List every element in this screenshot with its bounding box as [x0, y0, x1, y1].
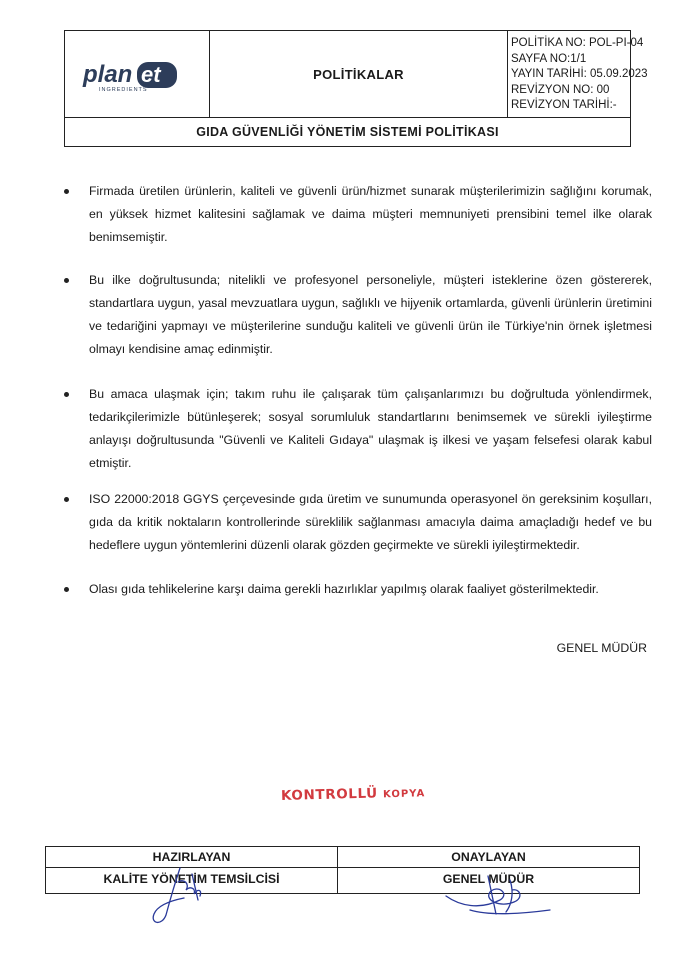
logo-brand-tail: et [141, 62, 161, 87]
publish-date: YAYIN TARİHİ: 05.09.2023 [511, 68, 648, 81]
controlled-copy-stamp [281, 784, 426, 804]
approved-by-signature [440, 866, 560, 926]
policy-item-text: Olası gıda tehlikelerine karşı daima gerekli hazırlıklar yapılmış olarak faaliyet gösterilmektedir. [89, 582, 599, 596]
prepared-by-header: HAZIRLAYAN [46, 847, 337, 868]
policy-item [64, 488, 652, 557]
bullet-icon [64, 587, 69, 592]
policy-number: POLİTİKA NO: POL-PI-04 [511, 37, 644, 49]
signer-title: GENEL MÜDÜR [556, 641, 647, 655]
policy-item-text: Bu ilke doğrultusunda; nitelikli ve profesyonel personeliyle, müşteri isteklerine özen göstererek, standartlara uygun, yasal mevzuatlara uygun, sağlıklı ve hijyenik ortamlarda, güvenli ürünlerin üretimini ve tedariğini yapmayı ve müşterilerine sunduğu kaliteli ve güvenli ürün ile Türkiye'nin örnek işletmesi olmayı kendisine amaç edinmiştir. [89, 273, 652, 356]
policy-item-text: ISO 22000:2018 GGYS çerçevesinde gıda üretim ve sunumunda operasyonel ön gereksinim koşulları, gıda da kritik noktaların kontrollerinde süreklilik sağlanması amacıyla daima amaçladığı hedef ve bu hedeflere uygun yöntemlerini düzenli olarak gözden geçirmekte ve sürekli iyileştirmektedir. [89, 492, 652, 552]
policy-item [64, 180, 652, 249]
approved-by-role: GENEL MÜDÜR [442, 872, 535, 886]
revision-number: REVİZYON NO: 00 [511, 83, 610, 96]
policy-item-text: Firmada üretilen ürünlerin, kaliteli ve güvenli ürün/hizmet sunarak müşterilerimizin sağlığını korumak, en yüksek hizmet kalitesini sağlamak ve daima müşteri memnuniyeti prensibini temel ilke olarak benimsemiştir. [89, 184, 652, 244]
bullet-icon [64, 497, 69, 502]
document-category: POLİTİKALAR [210, 31, 508, 117]
document-meta [508, 31, 648, 117]
stamp-text: KONTROLLÜ [280, 785, 384, 804]
policy-item-text: Bu amaca ulaşmak için; takım ruhu ile çalışarak tüm çalışanlarımızı bu doğrultuda yönlendirmek, tedarikçilerimizle bütünleşerek; sosyal sorumluluk standartlarını benimsemek ve sürekli iyileştirme anlayışı doğrultusunda "Güvenli ve Kaliteli Gıdaya" ulaşmak iş ilkesi ve yaşam felsefesi olarak kabul etmiştir. [89, 387, 652, 470]
logo-tagline: INGREDIENTS [99, 87, 148, 93]
bullet-icon [64, 392, 69, 397]
page-number: SAYFA NO:1/1 [511, 52, 587, 65]
planet-logo [79, 57, 197, 93]
revision-date: REVİZYON TARİHİ:- [511, 99, 617, 112]
approved-by-header: ONAYLAYAN [338, 847, 639, 868]
document-header [64, 30, 648, 147]
prepared-by-signature [140, 860, 220, 930]
policy-item [64, 269, 652, 361]
prepared-by-role: KALİTE YÖNETİM TEMSİLCİSİ [103, 872, 280, 886]
stamp-text-tail: KOPYA [382, 788, 426, 801]
bullet-icon [64, 278, 69, 283]
logo-brand: plan [83, 61, 133, 88]
policy-item [64, 383, 652, 475]
policy-item [64, 578, 652, 601]
bullet-icon [64, 189, 69, 194]
logo-cell [65, 31, 210, 117]
document-title: GIDA GÜVENLİĞİ YÖNETİM SİSTEMİ POLİTİKASI [65, 117, 630, 146]
